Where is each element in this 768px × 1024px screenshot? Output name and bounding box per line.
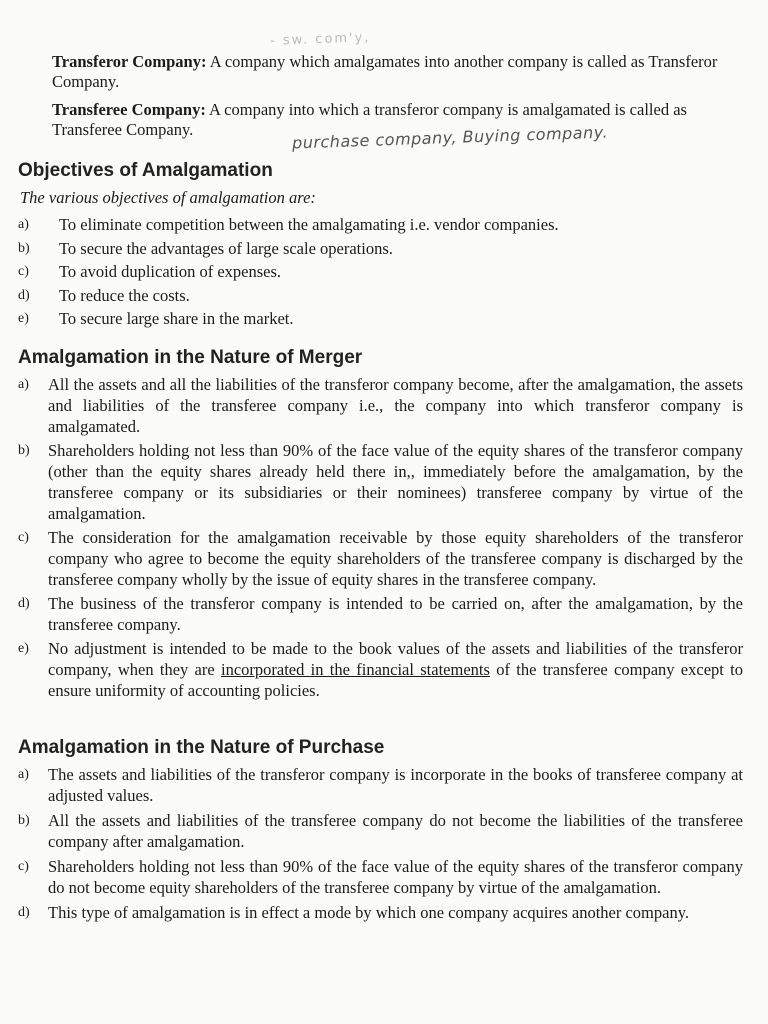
list-item: b) To secure the advantages of large scale operations. bbox=[18, 238, 393, 258]
list-item: a) To eliminate competition between the amalgamating i.e. vendor companies. bbox=[18, 215, 559, 234]
purchase-heading: Amalgamation in the Nature of Purchase bbox=[18, 737, 385, 758]
list-item: c) The consideration for the amalgamation receivable by those equity shareholders of the transferor company who agree to become the equity shareholders of the transferee company is discharged by the transferee company wholly by the issue of equity shares in the transferee company. bbox=[18, 528, 743, 589]
merger-list bbox=[18, 374, 743, 704]
objectives-heading: Objectives of Amalgamation bbox=[18, 160, 273, 181]
underlined-phrase: incorporated in the financial statements bbox=[221, 660, 490, 679]
list-item: d) To reduce the costs. bbox=[18, 285, 190, 305]
list-item: c) To avoid duplication of expenses. bbox=[18, 262, 282, 281]
list-item: a) All the assets and all the liabilities of the transferor company become, after the amalgamation, the assets and liabilities of the transferee company i.e., the company into which transferor company is amalgamated. bbox=[18, 375, 743, 436]
list-item: d) This type of amalgamation is in effect a mode by which one company acquires another company. bbox=[18, 903, 690, 922]
purchase-list bbox=[18, 764, 743, 927]
list-item: b) All the assets and liabilities of the transferee company do not become the liabilities of the transferee company after amalgamation. bbox=[18, 811, 743, 851]
list-item: e) To secure large share in the market. bbox=[18, 309, 294, 328]
list-item: e) No adjustment is intended to be made to the book values of the assets and liabilities of the transferor company, when they are incorporated in the financial statements of the transferee company except to ensure uniformity of accounting policies. bbox=[18, 639, 743, 700]
objectives-list bbox=[18, 214, 743, 332]
handwritten-scribble-top: - sw. com'y, bbox=[269, 30, 371, 49]
transferor-definition bbox=[20, 52, 745, 92]
transferor-term: Transferor Company: bbox=[52, 52, 207, 71]
list-item: c) Shareholders holding not less than 90% of the face value of the equity shares of the transferor company do not become equity shareholders of the transferee company by virtue of the amalgamation. bbox=[18, 857, 743, 897]
transferee-term: Transferee Company: bbox=[52, 100, 206, 119]
list-item: b) Shareholders holding not less than 90% of the face value of the equity shares of the transferor company (other than the equity shares already held there in,, immediately before the amalgamation, by the transferee company or its subsidiaries or their nominees) transferee company by virtue of the amalgamation. bbox=[18, 441, 743, 523]
list-item: d) The business of the transferor company is intended to be carried on, after the amalgamation, by the transferee company. bbox=[18, 594, 743, 634]
merger-heading: Amalgamation in the Nature of Merger bbox=[18, 347, 363, 368]
handwritten-note: purchase company, Buying company. bbox=[291, 122, 609, 153]
objectives-intro: The various objectives of amalgamation are: bbox=[20, 188, 316, 207]
transferor-text: A company which amalgamates into another company is called as Transferor Company. bbox=[52, 52, 718, 91]
transferee-text: A company into which a transferor company is amalgamated is called as Transferee Company. bbox=[52, 100, 687, 139]
list-item: a) The assets and liabilities of the transferor company is incorporate in the books of transferee company at adjusted values. bbox=[18, 765, 743, 805]
